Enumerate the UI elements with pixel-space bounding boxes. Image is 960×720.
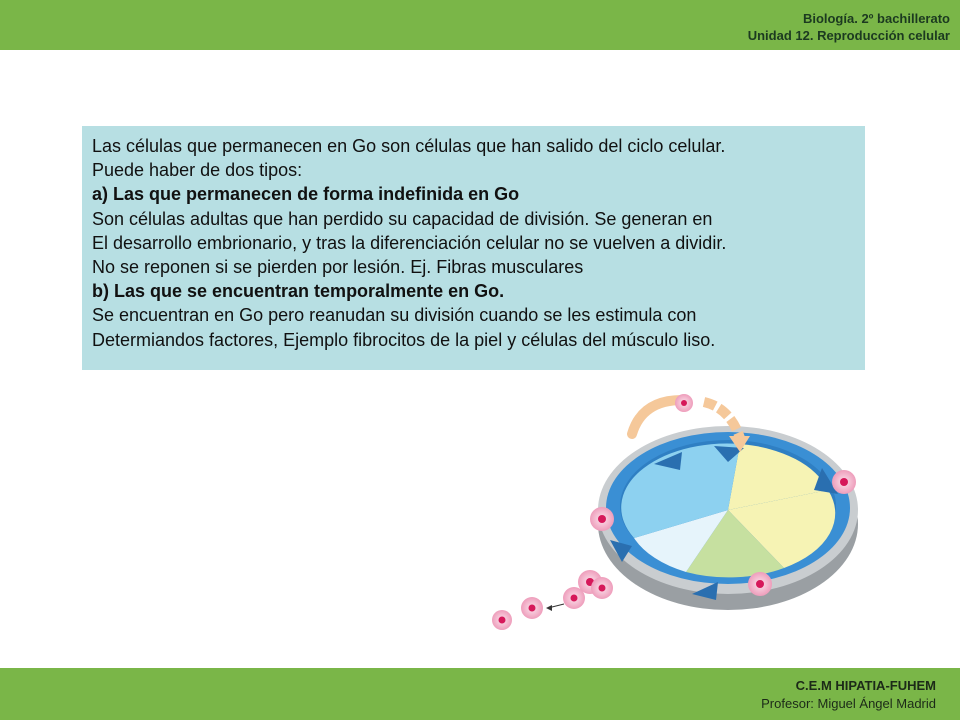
content-heading-b: b) Las que se encuentran temporalmente en Go. xyxy=(92,281,505,302)
unit-title: Unidad 12. Reproducción celular xyxy=(747,28,950,43)
school-name: C.E.M HIPATIA-FUHEM xyxy=(795,678,936,693)
teacher-name: Profesor: Miguel Ángel Madrid xyxy=(761,696,936,711)
content-line: Las células que permanecen en Go son células que han salido del ciclo celular. xyxy=(92,136,726,156)
footer-bar xyxy=(0,668,960,720)
course-title: Biología. 2º bachillerato xyxy=(802,11,950,26)
content-line: Determiandos factores, Ejemplo fibrocitos de la piel y células del músculo liso. xyxy=(92,329,716,350)
cell-cycle-diagram xyxy=(482,386,862,646)
content-line: Se encuentran en Go pero reanudan su división cuando se les estimula con xyxy=(92,305,697,326)
cell-icon xyxy=(675,394,693,412)
cell-icon xyxy=(832,470,856,494)
content-line: No se reponen si se pierden por lesión. Ej. Fibras musculares xyxy=(92,257,584,278)
cell-icon xyxy=(590,507,614,531)
cell-icon xyxy=(748,572,772,596)
content-heading-a: a) Las que permanecen de forma indefinida en Go xyxy=(92,184,520,205)
content-line: Son células adultas que han perdido su capacidad de división. Se generan en xyxy=(92,208,713,229)
content-box xyxy=(82,126,865,370)
cell-icon xyxy=(492,610,512,630)
content-line: El desarrollo embrionario, y tras la diferenciación celular no se vuelven a dividir. xyxy=(92,232,727,253)
cell-icon xyxy=(521,597,543,619)
header-bar xyxy=(0,0,960,50)
content-line: Puede haber de dos tipos: xyxy=(92,160,303,181)
